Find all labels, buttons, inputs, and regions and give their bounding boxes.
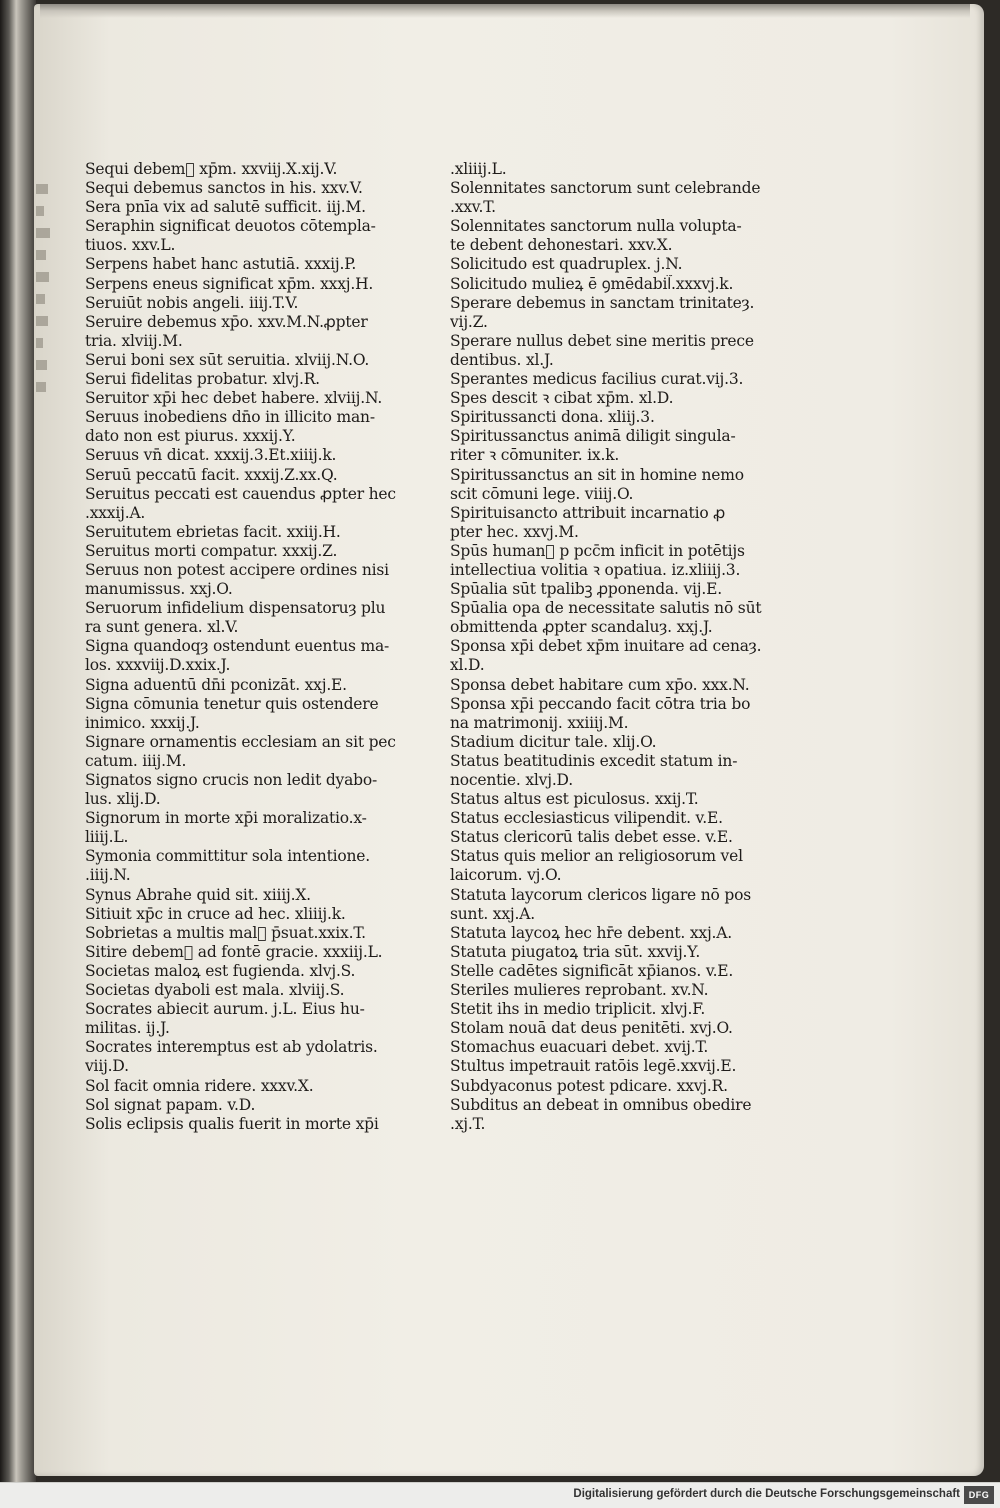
index-entry-line: Statuta laycoꝝ hec hr̄e debent. xxj.A. (450, 923, 732, 942)
index-entry-line: Statuta piugatoꝝ tria sūt. xxvij.Y. (450, 942, 701, 961)
index-entry-line: Signorum in morte xp̄i moralizatio.x- (85, 809, 367, 828)
index-entry-line: pter hec. xxvj.M. (450, 522, 579, 541)
index-entry-line: Spūalia sūt tpalibꝫ ꝓponenda. vij.E. (450, 580, 722, 599)
margin-marks (34, 184, 52, 424)
index-entry-line: Signare ornamentis ecclesiam an sit pec (85, 732, 396, 751)
margin-mark (36, 206, 44, 216)
index-entry-line: Stultus impetrauit ratōis legē.xxvij.E. (450, 1057, 737, 1076)
index-entry-line: Sponsa xp̄i debet xp̄m inuitare ad cenaȝ. (450, 637, 762, 656)
index-entry-line: Sobrietas a multis mal᷑ p̄suat.xxix.T. (85, 923, 366, 942)
index-column-left (85, 160, 405, 1134)
index-entry-line: Stomachus euacuari debet. xvij.T. (450, 1038, 709, 1057)
margin-mark (36, 316, 48, 326)
margin-mark (36, 272, 49, 282)
index-entry-line: Societas maloꝝ est fugienda. xlvj.S. (85, 961, 356, 980)
index-entry-line: .iiij.N. (85, 866, 131, 885)
index-entry-line: Serpens eneus significat xp̄m. xxxj.H. (85, 274, 374, 293)
index-entry-line: Sera pnīa vix ad salutē sufficit. iij.M. (85, 198, 366, 217)
index-entry-line: Spiritussancti dona. xliij.3. (450, 408, 655, 427)
index-entry-line: .xxv.T. (450, 198, 496, 217)
index-entry-line: Status ecclesiasticus vilipendit. v.E. (450, 809, 723, 828)
index-entry-line: Subdyaconus potest pdicare. xxvj.R. (450, 1076, 728, 1095)
index-entry-line: Spiritussanctus an sit in homine nemo (450, 465, 744, 484)
index-entry-line: Signa aduentū dn̄i pconizāt. xxj.E. (85, 675, 347, 694)
index-entry-line: Spiritussanctus animā diligit singula- (450, 427, 736, 446)
index-entry-line: riter ꝛ cōmuniter. ix.k. (450, 446, 620, 465)
index-entry-line: Stetit ih̄s in medio triplicit. xlvj.F. (450, 1000, 706, 1019)
index-entry-line: tria. xlviij.M. (85, 331, 183, 350)
index-entry-line: lus. xlij.D. (85, 790, 161, 809)
index-entry-line: Stadium dicitur tale. xlij.O. (450, 732, 657, 751)
margin-mark (36, 228, 50, 238)
index-entry-line: Sequi debem᷑ xp̄m. xxviij.X.xij.V. (85, 160, 338, 178)
index-entry-line: Spes descit ꝛ cibat xp̄m. xl.D. (450, 389, 674, 408)
index-entry-line: Sol signat papam. v.D. (85, 1095, 256, 1114)
index-entry-line: Serui fidelitas probatur. xlvj.R. (85, 370, 320, 389)
index-entry-line: Seruorum infidelium dispensatoruȝ plu (85, 599, 386, 618)
index-entry-line: Statuta laycorum clericos ligare nō pos (450, 885, 751, 904)
index-entry-line: Seraphin significat deuotos cōtempla- (85, 217, 376, 236)
index-entry-line: Serui boni sex sūt seruitia. xlviij.N.O. (85, 350, 370, 369)
index-entry-line: Sponsa debet habitare cum xp̄o. xxx.N. (450, 675, 750, 694)
index-entry-line: viij.D. (85, 1057, 129, 1076)
index-entry-line: Status clericorū talis debet esse. v.E. (450, 828, 733, 847)
index-entry-line: dato non est piurus. xxxij.Y. (85, 427, 296, 446)
index-entry-line: intellectiua volitia ꝛ opatiua. iz.xliiij.3. (450, 560, 741, 579)
index-entry-line: Socrates abiecit aurum. j.L. Eius hu- (85, 1000, 365, 1019)
index-entry-line: Seruiūt nobis angeli. iiij.T.V. (85, 293, 299, 312)
footer-credit: Digitalisierung gefördert durch die Deutsche Forschungsgemeinschaft (573, 1488, 960, 1500)
index-entry-line: Seruitus peccati est cauendus ꝓpter hec (85, 484, 396, 503)
index-entry-line: Seruitor xp̄i hec debet habere. xlviij.N. (85, 389, 383, 408)
index-entry-line: Status beatitudinis excedit statum in- (450, 751, 738, 770)
index-entry-line: Subditus an debeat in omnibus obedire (450, 1095, 752, 1114)
index-entry-line: Solicitudo mulieꝝ ē ꝯmēdabil᷑.xxxvj.k. (450, 274, 734, 293)
page-top-edge (40, 4, 970, 18)
index-entry-line: sunt. xxj.A. (450, 904, 535, 923)
index-entry-line: dentibus. xl.J. (450, 350, 554, 369)
index-entry-line: Stelle cadētes significāt xp̄ianos. v.E. (450, 961, 734, 980)
index-entry-line: los. xxxviij.D.xxix.J. (85, 656, 231, 675)
index-entry-line: Sponsa xp̄i peccando facit cōtra tria bo (450, 694, 751, 713)
margin-mark (36, 382, 46, 392)
index-entry-line: militas. ij.J. (85, 1019, 170, 1038)
index-entry-line: Seruus inobediens dn̄o in illicito man- (85, 408, 375, 427)
margin-mark (36, 360, 47, 370)
margin-mark (36, 294, 45, 304)
index-entry-line: scit cōmuni lege. viiij.O. (450, 484, 634, 503)
index-entry-line: Sequi debemus sanctos in his. xxv.V. (85, 179, 363, 198)
index-entry-line: Serpens habet hanc astutiā. xxxij.P. (85, 255, 357, 274)
index-entry-line: Sol facit omnia ridere. xxxv.X. (85, 1076, 314, 1095)
index-entry-line: Seruitutem ebrietas facit. xxiij.H. (85, 522, 341, 541)
margin-mark (36, 184, 48, 194)
book-spine-edge (0, 0, 36, 1482)
index-entry-line: Signa quandoqȝ ostendunt euentus ma- (85, 637, 390, 656)
index-entry-line: na matrimonij. xxiiij.M. (450, 713, 629, 732)
index-entry-line: Sitiuit xp̄c in cruce ad hec. xliiij.k. (85, 904, 346, 923)
index-entry-line: Seruū peccatū facit. xxxij.Z.xx.Q. (85, 465, 338, 484)
index-entry-line: liiij.L. (85, 828, 129, 847)
index-entry-line: Synus Abrahe quid sit. xiiij.X. (85, 885, 311, 904)
index-entry-line: Status altus est piculosus. xxij.T. (450, 790, 699, 809)
index-entry-line: Steriles mulieres reprobant. xv.N. (450, 981, 709, 1000)
index-entry-line: .xxxij.A. (85, 503, 146, 522)
index-entry-line: Seruus vn̄ dicat. xxxij.3.Et.xiiij.k. (85, 446, 337, 465)
dfg-logo: DFG (964, 1486, 994, 1504)
index-entry-line: catum. iiij.M. (85, 751, 187, 770)
index-entry-line: obmittenda ꝓpter scandaluȝ. xxj.J. (450, 618, 713, 637)
index-entry-line: Solennitates sanctorum sunt celebrande (450, 179, 761, 198)
index-entry-line: Symonia committitur sola intentione. (85, 847, 370, 866)
index-entry-line: Solennitates sanctorum nulla volupta- (450, 217, 742, 236)
index-entry-line: Solis eclipsis qualis fuerit in morte xp̄i (85, 1114, 379, 1133)
index-entry-line: Status quis melior an religiosorum vel (450, 847, 743, 866)
index-entry-line: Sperare debemus in sanctam trinitateȝ. (450, 293, 755, 312)
index-entry-line: Signatos signo crucis non ledit dyabo- (85, 771, 378, 789)
margin-mark (36, 250, 46, 260)
index-entry-line: inimico. xxxij.J. (85, 713, 200, 732)
index-entry-line: tiuos. xxv.L. (85, 236, 176, 255)
index-entry-line: Seruire debemus xp̄o. xxv.M.N.ꝓpter (85, 312, 368, 331)
index-entry-line: xl.D. (450, 656, 485, 675)
index-entry-line: Sperantes medicus facilius curat.vij.3. (450, 370, 744, 389)
index-entry-line: Spirituisancto attribuit incarnatio ꝓ (450, 503, 726, 522)
index-entry-line: manumissus. xxj.O. (85, 580, 233, 599)
index-entry-line: Stolam nouā dat deus penitēti. xvj.O. (450, 1019, 733, 1038)
index-entry-line: .xliiij.L. (450, 160, 507, 178)
index-entry-line: Spūs human᷑ p pcc̄m inficit in potētijs (450, 541, 745, 560)
index-entry-line: vij.Z. (450, 312, 488, 331)
index-column-right (450, 160, 778, 1134)
index-entry-line: Solicitudo est quadruplex. j.N. (450, 255, 683, 274)
index-entry-line: Seruus non potest accipere ordines nisi (85, 560, 389, 579)
index-entry-line: Signa cōmunia tenetur quis ostendere (85, 694, 379, 713)
index-entry-line: Societas dyaboli est mala. xlviij.S. (85, 981, 345, 1000)
index-entry-line: Spūalia opa de necessitate salutis nō sūt (450, 599, 762, 618)
index-entry-line: te debent dehonestari. xxv.X. (450, 236, 673, 255)
footer-bar (0, 1482, 1000, 1508)
margin-mark (36, 338, 43, 348)
index-entry-line: nocentie. xlvj.D. (450, 771, 573, 789)
index-entry-line: .xj.T. (450, 1114, 486, 1133)
index-entry-line: ra sunt genera. xl.V. (85, 618, 239, 637)
index-entry-line: Socrates interemptus est ab ydolatris. (85, 1038, 378, 1057)
index-entry-line: Sperare nullus debet sine meritis prece (450, 331, 754, 350)
index-entry-line: Seruitus morti compatur. xxxij.Z. (85, 541, 338, 560)
index-entry-line: laicorum. vj.O. (450, 866, 562, 885)
index-entry-line: Sitire debem᷑ ad fontē gracie. xxxiij.L. (85, 942, 383, 961)
